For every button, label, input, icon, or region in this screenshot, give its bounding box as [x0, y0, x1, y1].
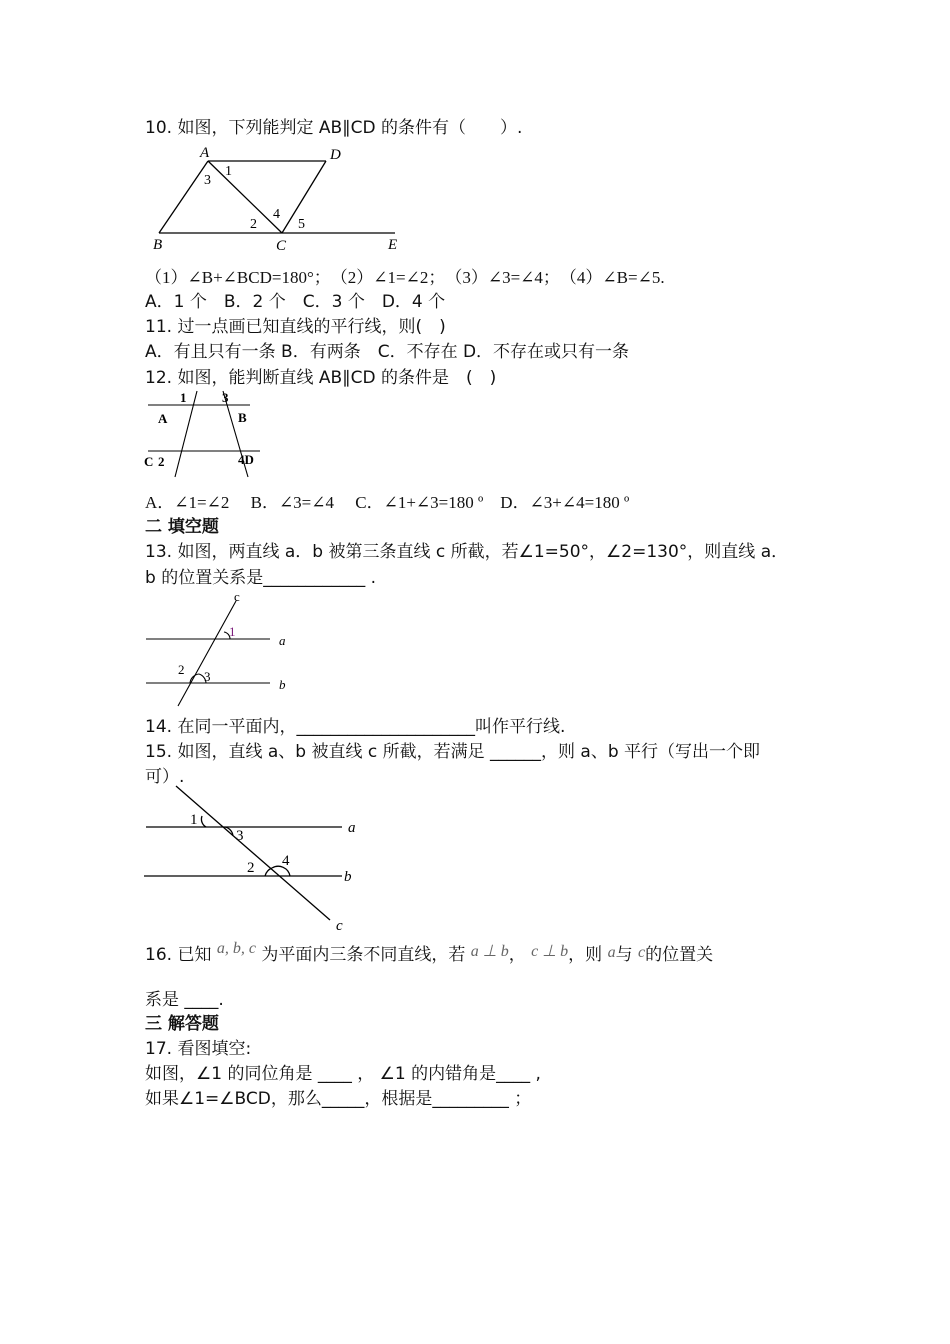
label-c: c	[234, 590, 240, 604]
q16-var-a-perp-b: a ⊥ b	[470, 943, 509, 960]
label-b: b	[279, 677, 286, 692]
q15-line1: 15. 如图，直线 a、b 被直线 c 所截，若满足 ______，则 a、b 平行（写出一个即	[145, 742, 761, 762]
label-1: 1	[225, 164, 232, 179]
q13-figure	[142, 590, 292, 710]
label-1: 1	[180, 390, 187, 405]
label-1: 1	[190, 812, 198, 828]
label-a: a	[348, 820, 356, 836]
label-3: 3	[204, 669, 211, 684]
q16-text-1: 16. 已知	[145, 945, 212, 965]
q15-line2: 可）.	[145, 767, 185, 787]
line-c	[178, 601, 236, 706]
label-1: 1	[229, 624, 236, 639]
arc-2	[265, 868, 272, 876]
q16-text-4: ，则	[568, 945, 603, 965]
label-B: B	[153, 237, 163, 253]
q12-stem: 12. 如图，能判断直线 AB∥CD 的条件是 ( )	[145, 368, 497, 388]
q12-figure	[142, 389, 267, 481]
label-2: 2	[250, 217, 257, 232]
q16-line2: 系是 ____.	[145, 990, 224, 1010]
label-3: 3	[222, 390, 229, 405]
line-c	[176, 786, 330, 920]
q16-line1	[145, 940, 714, 968]
label-2: 2	[178, 662, 185, 677]
q10-options: A．1 个 B．2 个 C．3 个 D．4 个	[145, 292, 446, 312]
q10-stem: 10. 如图，下列能判定 AB∥CD 的条件有（ ）.	[145, 118, 523, 138]
label-3: 3	[236, 828, 244, 844]
q15-figure	[142, 782, 367, 934]
q10-conditions: （1）∠B+∠BCD=180°； （2）∠1=∠2； （3）∠3=∠4； （4）∠B=∠5.	[145, 268, 665, 287]
label-A: A	[158, 411, 168, 426]
segment-AB	[159, 161, 208, 233]
q16-text-6: 的位置关	[645, 945, 714, 965]
q16-text-3: ，	[508, 945, 526, 965]
q16-var-a: a	[607, 944, 616, 961]
q14-stem: 14. 在同一平面内，_____________________叫作平行线.	[145, 717, 566, 737]
section-3-heading: 三 解答题	[145, 1014, 219, 1034]
q11-stem: 11. 过一点画已知直线的平行线，则( )	[145, 317, 446, 337]
q16-var-c-perp-b: c ⊥ b	[531, 943, 569, 960]
segment-AC	[208, 161, 282, 233]
arc-1	[201, 816, 206, 827]
label-c: c	[336, 918, 343, 934]
q16-var-abc: a, b, c	[216, 940, 256, 957]
label-3: 3	[204, 173, 211, 188]
label-a: a	[279, 633, 286, 648]
label-5: 5	[298, 217, 305, 232]
q12-options: A．∠1=∠2 B．∠3=∠4 C．∠1+∠3=180 º D．∠3+∠4=180 º	[145, 493, 630, 512]
q13-line1: 13. 如图，两直线 a．b 被第三条直线 c 所截，若∠1=50°，∠2=130°，则直线 a．	[145, 542, 789, 562]
q17-line2: 如果∠1=∠BCD，那么_____，根据是_________ ；	[145, 1089, 532, 1109]
q10-figure	[145, 142, 410, 257]
q17-line1: 如图，∠1 的同位角是 ____ ， ∠1 的内错角是____ ,	[145, 1064, 541, 1084]
section-2-heading: 二 填空题	[145, 517, 219, 537]
label-C: C	[144, 454, 154, 469]
label-E: E	[388, 237, 398, 253]
label-b: b	[344, 869, 352, 885]
q11-options: A．有且只有一条 B．有两条 C．不存在 D．不存在或只有一条	[145, 342, 630, 362]
q16-var-c: c	[637, 944, 646, 961]
label-D: D	[330, 147, 341, 163]
label-4: 4	[273, 207, 280, 222]
q16-text-5: 与	[615, 945, 633, 965]
label-A: A	[200, 145, 210, 161]
label-4: 4	[282, 853, 290, 869]
label-4D: 4D	[238, 452, 254, 467]
q13-line2: b 的位置关系是____________ .	[145, 568, 377, 588]
q16-text-2: 为平面内三条不同直线，若	[261, 945, 466, 965]
label-B: B	[238, 410, 247, 425]
label-2: 2	[158, 454, 165, 469]
q17-stem: 17. 看图填空:	[145, 1039, 252, 1059]
label-C: C	[276, 238, 287, 254]
label-2: 2	[247, 860, 255, 876]
